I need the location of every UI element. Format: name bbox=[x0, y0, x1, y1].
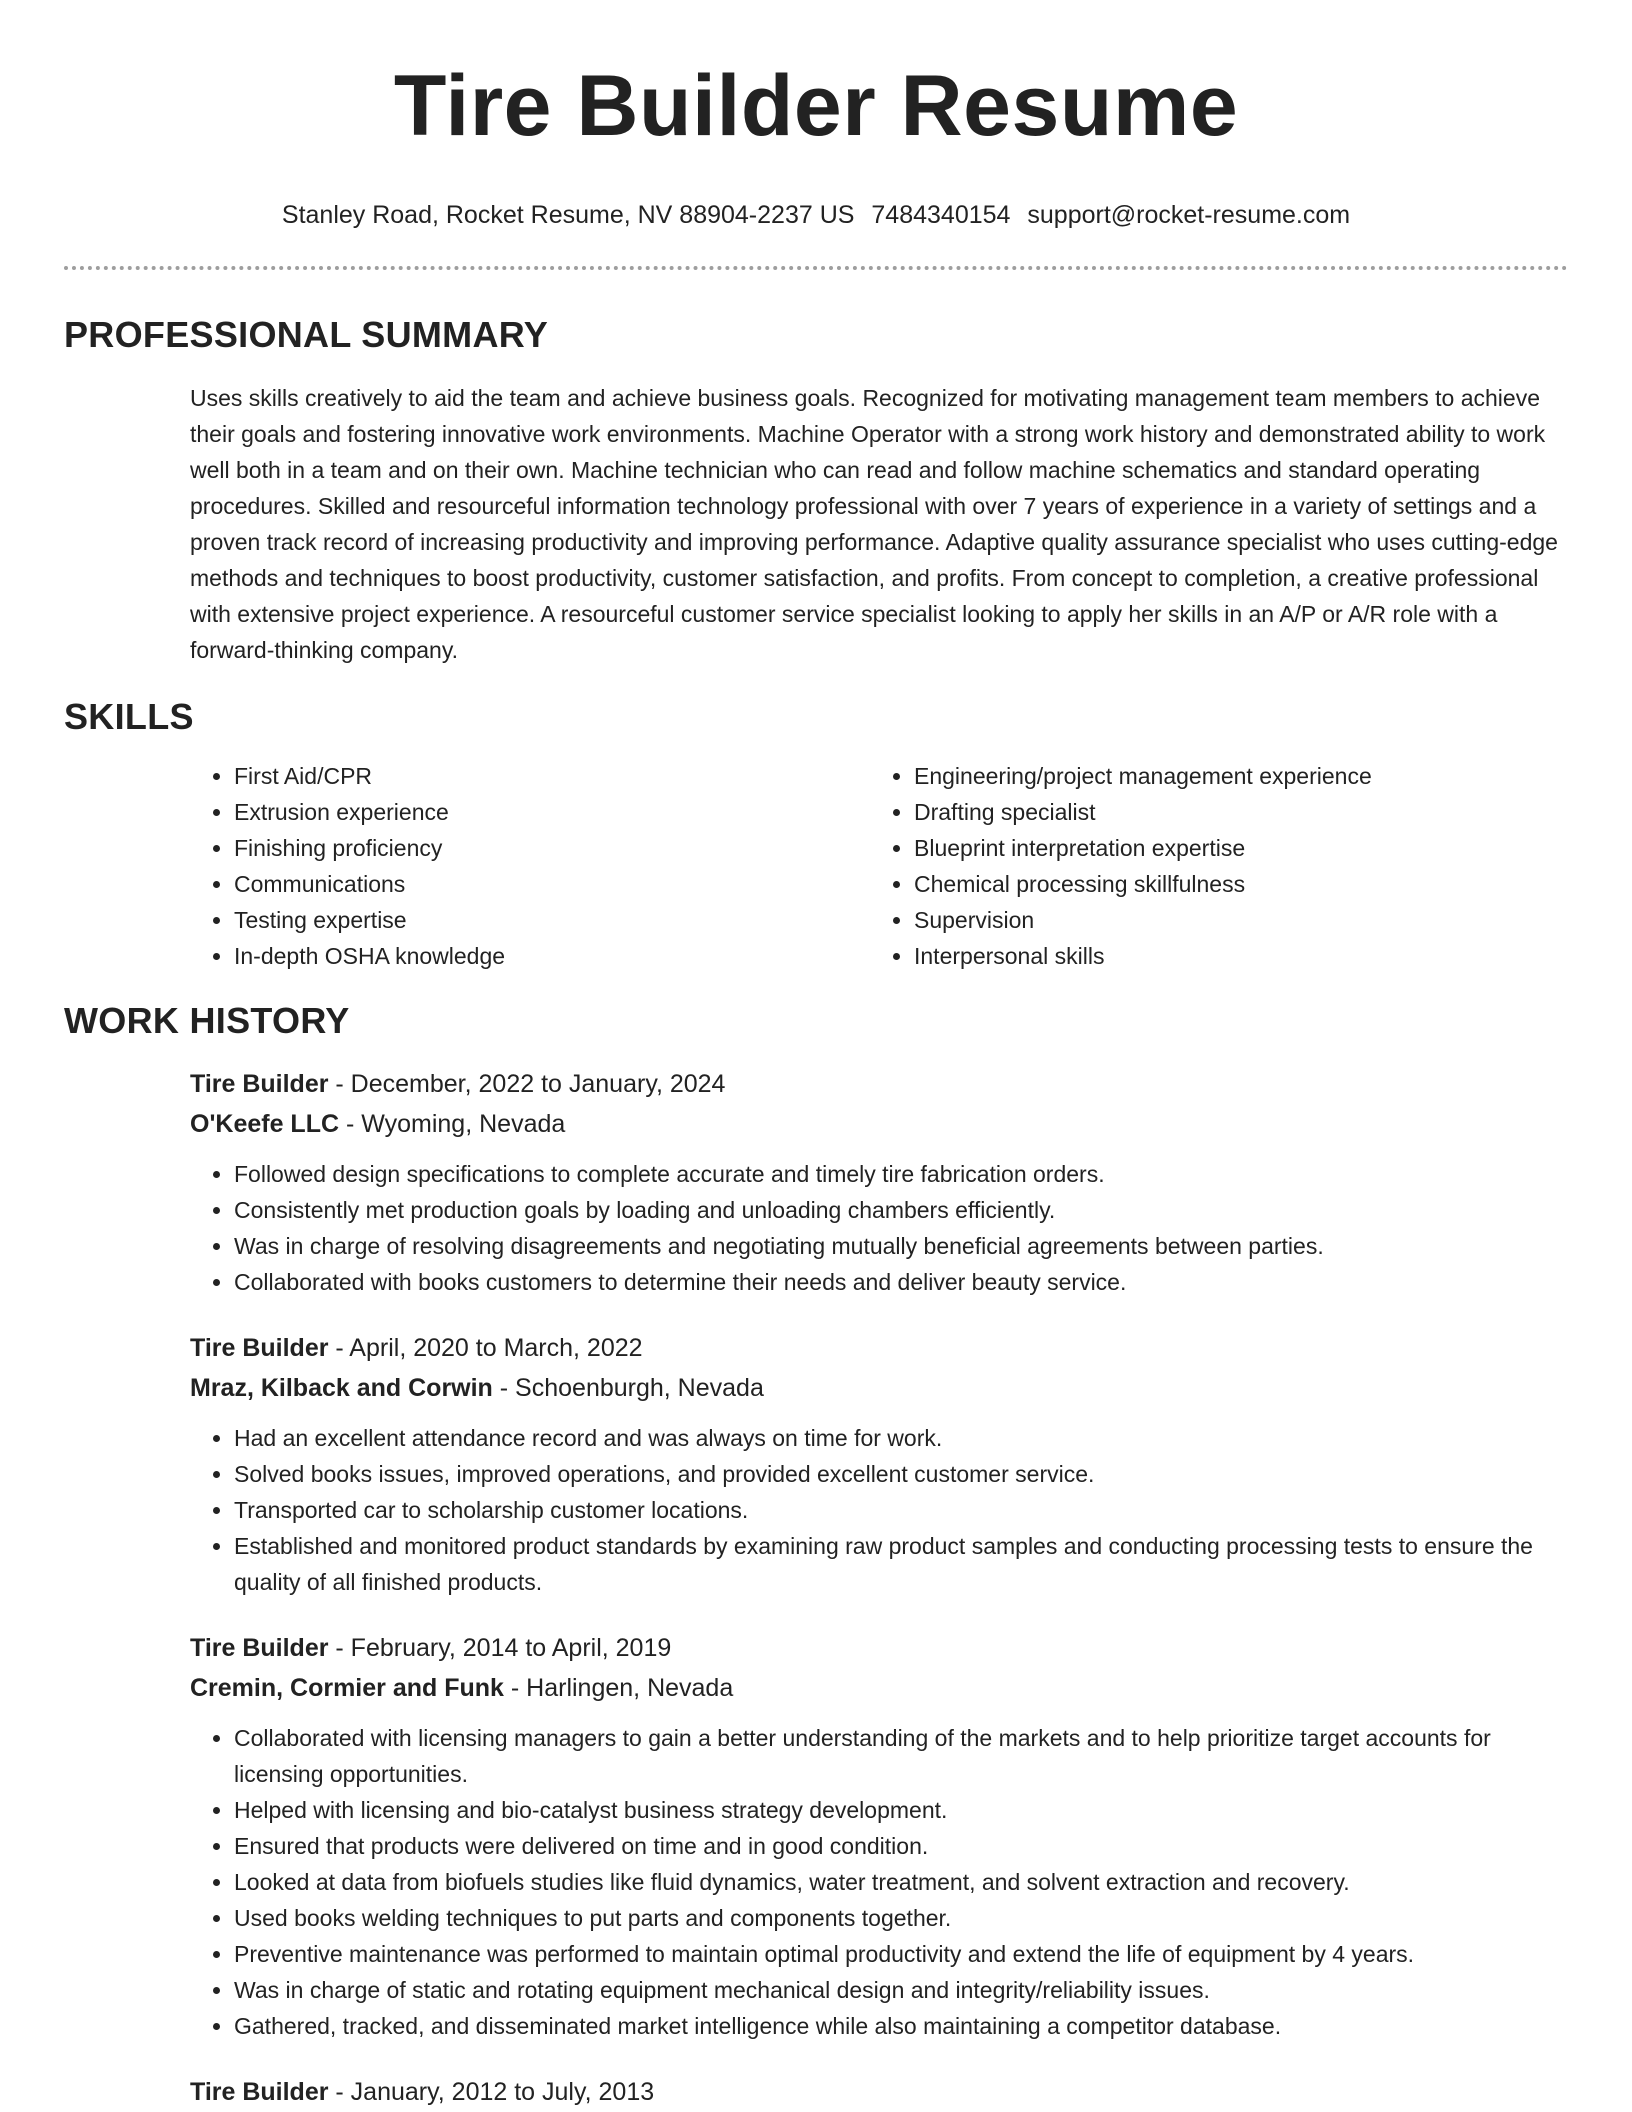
job-dates: - April, 2020 to March, 2022 bbox=[328, 1334, 643, 1362]
job-bullets bbox=[190, 1720, 1568, 2044]
skill-item: • Testing expertise bbox=[234, 902, 870, 938]
skills-column-left bbox=[190, 758, 870, 974]
skills-section bbox=[64, 696, 1568, 974]
skills-grid bbox=[190, 758, 1568, 974]
job-company-line bbox=[190, 1368, 1568, 1408]
job-bullet: • Looked at data from biofuels studies like fluid dynamics, water treatment, and solvent extraction and recovery. bbox=[234, 1864, 1568, 1900]
section-title-skills: SKILLS bbox=[64, 696, 194, 737]
job-bullet: • Collaborated with licensing managers to gain a better understanding of the markets and to help prioritize target accounts for licensing opportunities. bbox=[234, 1720, 1568, 1792]
job-entry bbox=[190, 1064, 1568, 1300]
job-bullet: • Established and monitored product standards by examining raw product samples and conducting processing tests to ensure the quality of all finished products. bbox=[234, 1528, 1568, 1600]
job-bullet: • Had an excellent attendance record and was always on time for work. bbox=[234, 1420, 1568, 1456]
job-bullets bbox=[190, 1420, 1568, 1600]
summary-section bbox=[64, 314, 1568, 668]
skill-item: • Finishing proficiency bbox=[234, 830, 870, 866]
skill-item: • Blueprint interpretation expertise bbox=[914, 830, 1372, 866]
job-location: - Harlingen, Nevada bbox=[503, 1674, 734, 1702]
job-bullet: • Ensured that products were delivered on time and in good condition. bbox=[234, 1828, 1568, 1864]
job-title-line bbox=[190, 1628, 1568, 1668]
skill-item: • Engineering/project management experience bbox=[914, 758, 1372, 794]
job-entry bbox=[190, 1628, 1568, 2044]
job-bullets bbox=[190, 1156, 1568, 1300]
job-bullet: • Followed design specifications to complete accurate and timely tire fabrication orders. bbox=[234, 1156, 1568, 1192]
job-bullet: • Collaborated with books customers to determine their needs and deliver beauty service. bbox=[234, 1264, 1568, 1300]
address: Stanley Road, Rocket Resume, NV 88904-2237 US bbox=[281, 201, 855, 229]
skill-item: • Supervision bbox=[914, 902, 1372, 938]
job-company: Mraz, Kilback and Corwin bbox=[190, 1374, 493, 1402]
contact-line bbox=[64, 200, 1568, 230]
job-bullet: • Consistently met production goals by loading and unloading chambers efficiently. bbox=[234, 1192, 1568, 1228]
section-title-summary: PROFESSIONAL SUMMARY bbox=[64, 314, 549, 355]
job-company: O'Keefe LLC bbox=[190, 1110, 340, 1138]
job-bullet: • Preventive maintenance was performed to maintain optimal productivity and extend the life of equipment by 4 years. bbox=[234, 1936, 1568, 1972]
section-title-work-history: WORK HISTORY bbox=[64, 1000, 350, 1041]
job-bullet: • Solved books issues, improved operations, and provided excellent customer service. bbox=[234, 1456, 1568, 1492]
job-bullet: • Transported car to scholarship customer locations. bbox=[234, 1492, 1568, 1528]
job-title: Tire Builder bbox=[190, 1070, 329, 1098]
skill-item: • Interpersonal skills bbox=[914, 938, 1372, 974]
job-title-line bbox=[190, 1064, 1568, 1104]
skill-item: • Extrusion experience bbox=[234, 794, 870, 830]
job-dates: - February, 2014 to April, 2019 bbox=[328, 1634, 672, 1662]
skill-item: • First Aid/CPR bbox=[234, 758, 870, 794]
job-location: - Wyoming, Nevada bbox=[339, 1110, 566, 1138]
job-bullet: • Used books welding techniques to put parts and components together. bbox=[234, 1900, 1568, 1936]
skill-item: • Communications bbox=[234, 866, 870, 902]
job-entry bbox=[190, 2072, 1568, 2112]
summary-text: Uses skills creatively to aid the team and achieve business goals. Recognized for motivating management team members to achieve their goals and fostering innovative work environments. Machine Operator with a strong work history and demonstrated ability to work well both in a team and on their own. Machine technician who can read and follow machine schematics and standard operating procedures. Skilled and resourceful information technology professional with over 7 years of experience in a variety of settings and a proven track record of increasing productivity and improving performance. Adaptive quality assurance specialist who uses cutting-edge methods and techniques to boost productivity, customer satisfaction, and profits. From concept to completion, a creative professional with extensive project experience. A resourceful customer service specialist looking to apply her skills in an A/P or A/R role with a forward-thinking company. bbox=[190, 385, 1558, 663]
job-bullet: • Helped with licensing and bio-catalyst business strategy development. bbox=[234, 1792, 1568, 1828]
job-dates: - January, 2012 to July, 2013 bbox=[328, 2078, 655, 2106]
job-title: Tire Builder bbox=[190, 2078, 329, 2106]
job-company-line bbox=[190, 1668, 1568, 1708]
job-entry bbox=[190, 1328, 1568, 1600]
job-bullet: • Gathered, tracked, and disseminated market intelligence while also maintaining a competitor database. bbox=[234, 2008, 1568, 2044]
job-location: - Schoenburgh, Nevada bbox=[492, 1374, 764, 1402]
skills-column-right bbox=[870, 758, 1372, 974]
job-title-line bbox=[190, 2072, 1568, 2112]
job-bullet: • Was in charge of static and rotating equipment mechanical design and integrity/reliability issues. bbox=[234, 1972, 1568, 2008]
email: support@rocket-resume.com bbox=[1027, 201, 1351, 229]
header-divider bbox=[64, 266, 1568, 270]
job-dates: - December, 2022 to January, 2024 bbox=[328, 1070, 726, 1098]
job-bullet: • Was in charge of resolving disagreements and negotiating mutually beneficial agreements between parties. bbox=[234, 1228, 1568, 1264]
phone: 7484340154 bbox=[871, 201, 1011, 229]
job-title-line bbox=[190, 1328, 1568, 1368]
resume-page bbox=[64, 0, 1568, 2112]
skill-item: • In-depth OSHA knowledge bbox=[234, 938, 870, 974]
job-company: Cremin, Cormier and Funk bbox=[190, 1674, 504, 1702]
resume-title: Tire Builder Resume bbox=[393, 58, 1239, 154]
skill-item: • Chemical processing skillfulness bbox=[914, 866, 1372, 902]
job-title: Tire Builder bbox=[190, 1334, 329, 1362]
job-title: Tire Builder bbox=[190, 1634, 329, 1662]
skill-item: • Drafting specialist bbox=[914, 794, 1372, 830]
job-company-line bbox=[190, 1104, 1568, 1144]
work-history-section bbox=[64, 1000, 1568, 2112]
